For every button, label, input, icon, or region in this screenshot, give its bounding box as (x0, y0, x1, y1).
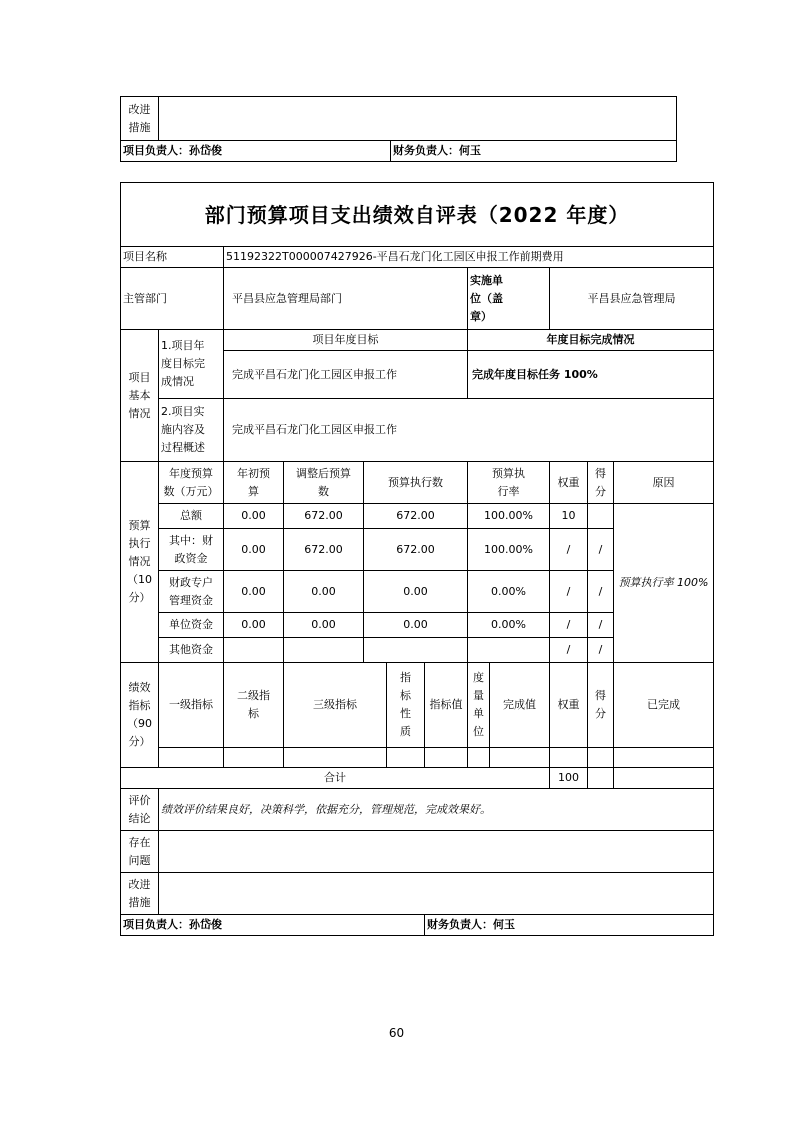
issue-label: 存在 问题 (121, 831, 159, 873)
budget-header-reason: 原因 (614, 462, 714, 504)
perf-header-level3: 三级指标 (284, 663, 387, 748)
budget-row-executed: 672.00 (364, 529, 468, 571)
page-number: 60 (388, 1026, 405, 1040)
total-label: 合计 (121, 768, 550, 789)
improve-label: 改进 措施 (121, 97, 159, 141)
project-name-label: 项目名称 (121, 247, 224, 268)
budget-row-executed (364, 638, 468, 663)
budget-row-rate: 0.00% (468, 571, 550, 613)
budget-label: 预算 执行 情况 （10 分） (121, 462, 159, 663)
perf-header-done: 完成值 (490, 663, 550, 748)
budget-row-score: / (588, 638, 614, 663)
issue-value (159, 831, 714, 873)
budget-row-weight: 10 (550, 504, 588, 529)
dept-label: 主管部门 (121, 268, 224, 330)
budget-row-initial: 0.00 (224, 504, 284, 529)
budget-header-score: 得 分 (588, 462, 614, 504)
budget-row-adjusted (284, 638, 364, 663)
content-label: 2.项目实 施内容及 过程概述 (159, 399, 224, 462)
project-leader: 项目负责人：孙岱俊 (121, 915, 425, 936)
budget-row-adjusted: 0.00 (284, 571, 364, 613)
budget-row-rate (468, 638, 550, 663)
basic-label: 项目 基本 情况 (121, 330, 159, 462)
perf-header-level2: 二级指 标 (224, 663, 284, 748)
budget-row-rate: 100.00% (468, 529, 550, 571)
budget-row-initial: 0.00 (224, 613, 284, 638)
perf-empty-row (121, 748, 714, 768)
finance-leader: 财务负责人：何玉 (391, 141, 677, 162)
completion-header: 年度目标完成情况 (468, 330, 714, 351)
budget-reason: 预算执行率 100% (614, 504, 714, 663)
budget-row-weight: / (550, 613, 588, 638)
budget-header-annual: 年度预算 数（万元） (159, 462, 224, 504)
budget-row-executed: 0.00 (364, 613, 468, 638)
performance-form (120, 182, 714, 936)
budget-row-adjusted: 672.00 (284, 504, 364, 529)
perf-header-value: 指标值 (425, 663, 468, 748)
perf-header-unit: 度 量 单 位 (468, 663, 490, 748)
improve-value (159, 97, 677, 141)
annual-goal-header: 项目年度目标 (224, 330, 468, 351)
project-leader: 项目负责人：孙岱俊 (121, 141, 391, 162)
budget-row-weight: / (550, 638, 588, 663)
budget-row-adjusted: 672.00 (284, 529, 364, 571)
impl-unit-label: 实施单 位（盖 章） (468, 268, 550, 330)
eval-value: 绩效评价结果良好，决策科学，依据充分，管理规范，完成效果好。 (159, 789, 714, 831)
eval-label: 评价 结论 (121, 789, 159, 831)
project-name-value: 51192322T000007427926-平昌石龙门化工园区申报工作前期费用 (224, 247, 714, 268)
budget-header-rate: 预算执 行率 (468, 462, 550, 504)
budget-row-weight: / (550, 571, 588, 613)
completion-value: 完成年度目标任务 100% (468, 351, 714, 399)
annual-goal-value: 完成平昌石龙门化工园区申报工作 (224, 351, 468, 399)
budget-row-name: 财政专户 管理资金 (159, 571, 224, 613)
budget-header-weight: 权重 (550, 462, 588, 504)
budget-row-score: / (588, 613, 614, 638)
dept-value: 平昌县应急管理局部门 (224, 268, 468, 330)
total-weight: 100 (550, 768, 588, 789)
budget-row-score (588, 504, 614, 529)
budget-row-name: 其中：财 政资金 (159, 529, 224, 571)
budget-row-name: 其他资金 (159, 638, 224, 663)
budget-row-name: 总额 (159, 504, 224, 529)
budget-row-executed: 0.00 (364, 571, 468, 613)
finance-leader: 财务负责人：何玉 (425, 915, 714, 936)
budget-row-rate: 100.00% (468, 504, 550, 529)
budget-row-score: / (588, 529, 614, 571)
budget-row-adjusted: 0.00 (284, 613, 364, 638)
budget-row-score: / (588, 571, 614, 613)
budget-row-initial: 0.00 (224, 529, 284, 571)
budget-row-initial (224, 638, 284, 663)
budget-row-rate: 0.00% (468, 613, 550, 638)
budget-row (121, 504, 714, 529)
impl-unit-value: 平昌县应急管理局 (550, 268, 714, 330)
perf-header-level1: 一级指标 (159, 663, 224, 748)
annual-goal-label: 1.项目年 度目标完 成情况 (159, 330, 224, 399)
budget-header-initial: 年初预 算 (224, 462, 284, 504)
improve-value (159, 873, 714, 915)
perf-header-weight: 权重 (550, 663, 588, 748)
content-value: 完成平昌石龙门化工园区申报工作 (224, 399, 714, 462)
budget-row-initial: 0.00 (224, 571, 284, 613)
budget-row-weight: / (550, 529, 588, 571)
budget-header-adjusted: 调整后预算 数 (284, 462, 364, 504)
budget-header-executed: 预算执行数 (364, 462, 468, 504)
budget-row-executed: 672.00 (364, 504, 468, 529)
form-title: 部门预算项目支出绩效自评表（2022 年度） (121, 183, 714, 247)
improve-label: 改进 措施 (121, 873, 159, 915)
perf-header-score: 得 分 (588, 663, 614, 748)
top-remnant-table (120, 96, 677, 162)
perf-header-status: 已完成 (614, 663, 714, 748)
perf-label: 绩效 指标 （90 分） (121, 663, 159, 768)
perf-header-nature: 指 标 性 质 (387, 663, 425, 748)
budget-row-name: 单位资金 (159, 613, 224, 638)
